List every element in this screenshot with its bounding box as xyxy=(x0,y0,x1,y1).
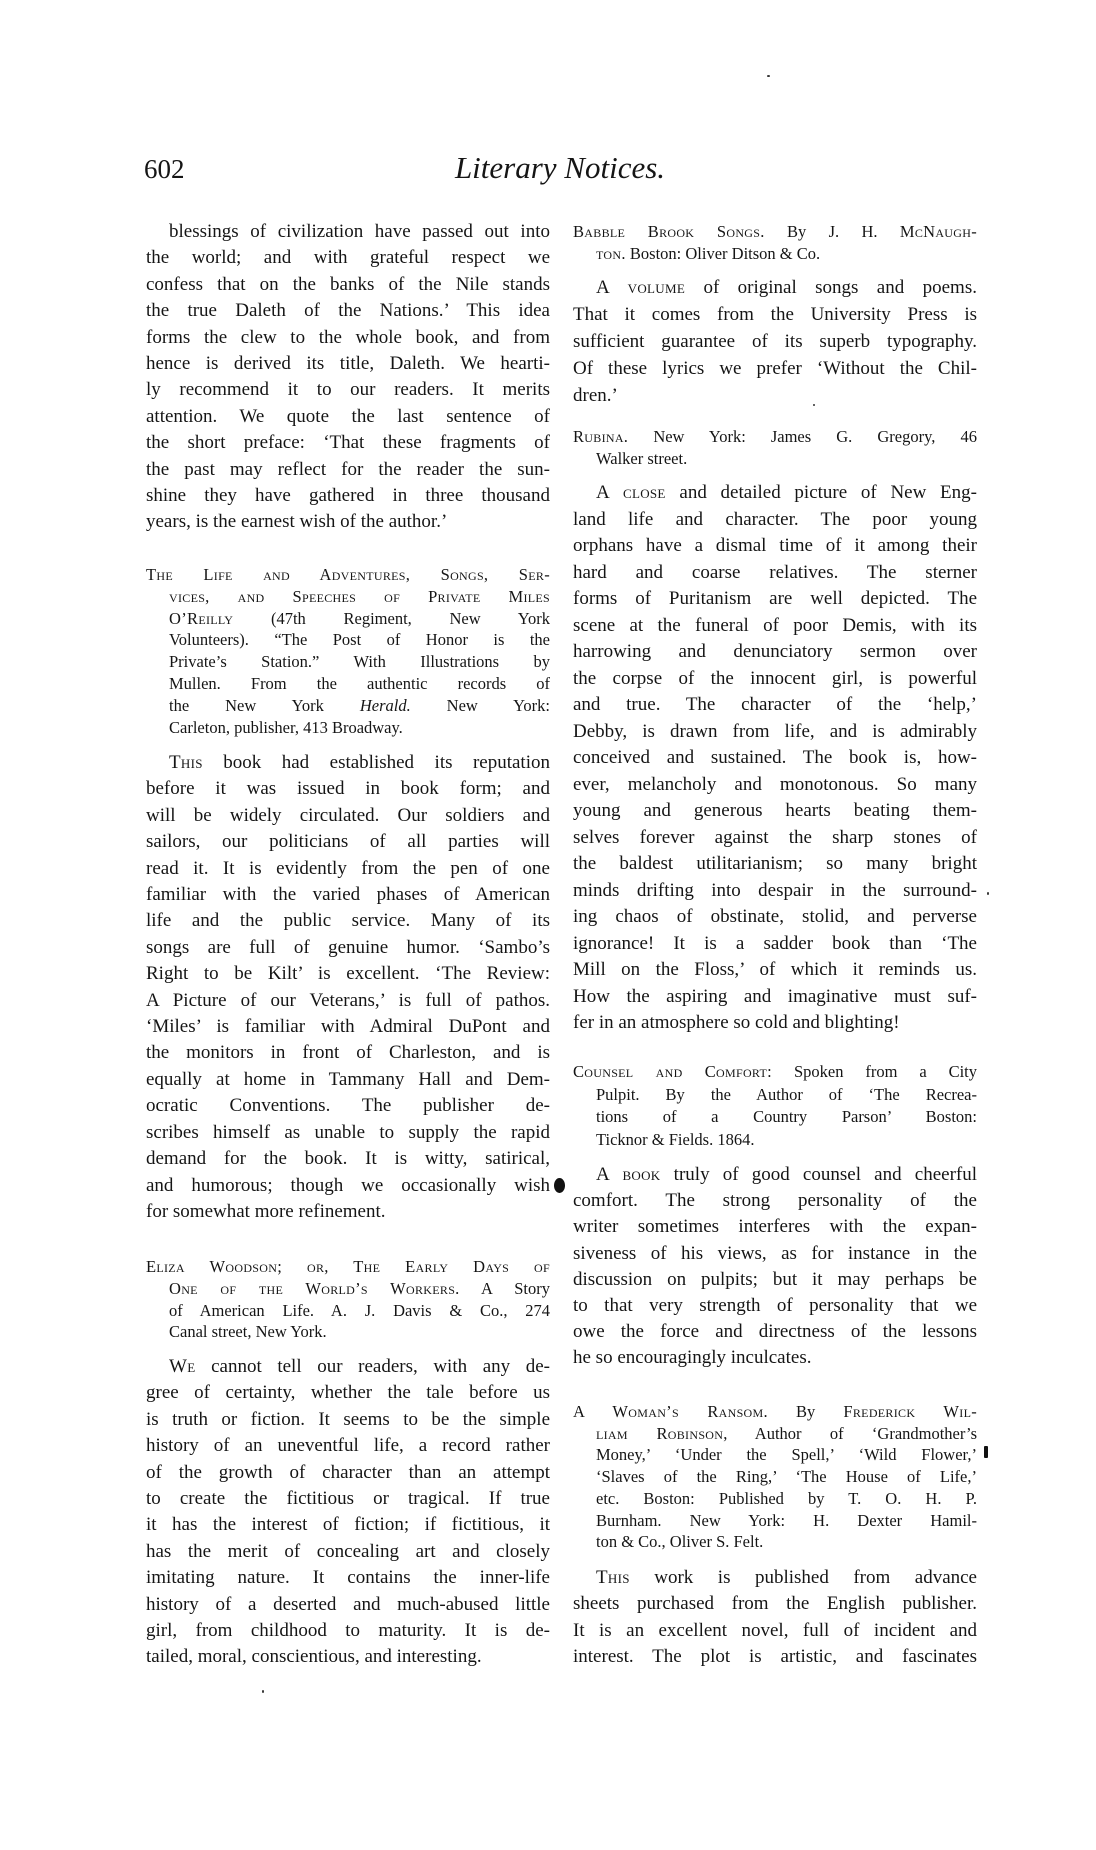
text-segment: Walker street. xyxy=(596,448,688,468)
text-line xyxy=(146,1539,550,1565)
text-line xyxy=(146,325,550,351)
text-segment: Burnham. New York: H. Dexter Hamil- xyxy=(596,1510,977,1530)
text-segment: ton. xyxy=(596,243,626,263)
text-line xyxy=(146,509,550,535)
review-paragraph-counsel-and-comfort xyxy=(573,1162,977,1372)
text-line xyxy=(146,1014,550,1040)
text-line xyxy=(146,219,550,245)
text-segment: for somewhat more refinement. xyxy=(146,1200,386,1222)
text-line xyxy=(146,608,550,630)
text-line xyxy=(146,404,550,430)
text-line xyxy=(573,221,977,243)
text-line xyxy=(573,1319,977,1345)
text-segment: This xyxy=(596,1567,630,1588)
text-line xyxy=(573,1591,977,1617)
text-line xyxy=(146,935,550,961)
text-line xyxy=(573,533,977,560)
text-segment: A volume xyxy=(596,277,686,298)
text-segment: sailors, our politicians of all parties will xyxy=(146,831,550,853)
text-line xyxy=(573,1466,977,1488)
text-segment: the New York xyxy=(169,695,360,715)
book-heading-counsel-and-comfort xyxy=(573,1061,977,1152)
text-segment: harrowing and denunciatory sermon over xyxy=(573,641,977,662)
text-segment: and detailed picture of New Eng- xyxy=(665,482,977,503)
text-line xyxy=(573,1444,977,1466)
text-segment: imitating nature. It contains the inner-life xyxy=(146,1567,550,1589)
text-line xyxy=(146,1460,550,1486)
text-segment: blessings of civilization have passed out into xyxy=(169,221,550,242)
text-line xyxy=(146,673,550,695)
text-line xyxy=(573,1644,977,1670)
text-segment: ing chaos of obstinate, stolid, and perverse xyxy=(573,906,977,927)
scan-speck xyxy=(262,1690,264,1693)
text-line xyxy=(573,639,977,666)
review-paragraph-rubina xyxy=(573,480,977,1037)
text-line xyxy=(573,1565,977,1591)
text-line xyxy=(146,803,550,829)
text-segment: read it. It is evidently from the pen of one xyxy=(146,857,550,879)
text-segment: O’Reilly xyxy=(169,608,234,628)
text-line xyxy=(573,772,977,799)
text-line xyxy=(573,1488,977,1510)
text-segment: A Story xyxy=(459,1278,550,1298)
text-segment: sheets purchased from the English publisher. xyxy=(573,1593,977,1615)
text-line xyxy=(146,1407,550,1433)
text-line xyxy=(146,988,550,1014)
text-segment: book had established its reputation xyxy=(202,752,550,773)
text-line xyxy=(573,274,977,301)
text-segment: Spoken from a City xyxy=(772,1062,978,1081)
text-segment: young and generous hearts beating them- xyxy=(573,800,977,821)
text-segment: Rubina. xyxy=(573,427,629,446)
text-segment: girl, from childhood to maturity. It is de- xyxy=(146,1620,550,1642)
text-segment: One of the World’s Workers. xyxy=(169,1278,460,1298)
text-segment: Private’s Station.” With Illustrations by xyxy=(169,652,550,672)
text-line xyxy=(573,1531,977,1553)
text-line xyxy=(573,382,977,409)
text-segment: Frederick Wil- xyxy=(843,1402,977,1421)
text-line xyxy=(146,1354,550,1380)
text-line xyxy=(146,1512,550,1538)
text-segment: Money,’ ‘Under the Spell,’ ‘Wild Flower,’ xyxy=(596,1445,977,1465)
text-segment: That it comes from the University Press is xyxy=(573,304,977,325)
text-line xyxy=(573,426,977,448)
text-segment: years, is the earnest wish of the author.’ xyxy=(146,511,448,533)
text-segment: interest. The plot is artistic, and fascinates xyxy=(573,1645,977,1667)
text-line xyxy=(146,750,550,776)
ink-blot xyxy=(554,1178,565,1193)
text-line xyxy=(573,507,977,534)
text-line xyxy=(573,1423,977,1445)
text-segment: Carleton, publisher, 413 Broadway. xyxy=(169,717,403,737)
text-segment: gree of certainty, whether the tale before us xyxy=(146,1382,550,1404)
text-segment: forms of Puritanism are well depicted. The xyxy=(573,588,977,609)
text-segment: A book xyxy=(596,1164,661,1185)
text-line xyxy=(146,776,550,802)
text-line xyxy=(573,1061,977,1084)
text-segment: the past may reflect for the reader the sun- xyxy=(146,458,550,480)
text-segment: The Life and Adventures, Songs, Ser- xyxy=(146,565,550,584)
text-segment: Canal street, New York. xyxy=(169,1322,327,1342)
text-segment: Babble Brook Songs. xyxy=(573,222,765,241)
text-line xyxy=(573,719,977,746)
text-segment: tailed, moral, conscientious, and interesting. xyxy=(146,1646,482,1668)
page-number: 602 xyxy=(144,154,185,184)
text-segment: hard and coarse relatives. The sterner xyxy=(573,561,977,583)
text-segment: owe the force and directness of the lessons xyxy=(573,1321,977,1343)
book-heading-rubina xyxy=(573,426,977,470)
text-line xyxy=(146,586,550,608)
text-line xyxy=(573,957,977,984)
text-line xyxy=(146,856,550,882)
text-segment: ignorance! It is a sadder book than ‘The xyxy=(573,932,977,954)
text-segment: comfort. The strong personality of the xyxy=(573,1190,977,1212)
text-line xyxy=(146,1433,550,1459)
text-segment: history of an uneventful life, a record rather xyxy=(146,1435,550,1457)
text-segment: work is published from advance xyxy=(629,1567,977,1588)
text-segment: A Picture of our Veterans,’ is full of pathos. xyxy=(146,989,550,1011)
text-line xyxy=(146,1380,550,1406)
text-segment: ‘Slaves of the Ring,’ ‘The House of Life,’ xyxy=(596,1467,977,1487)
text-segment: hence is derived its title, Daleth. We hearti- xyxy=(146,353,550,375)
text-line xyxy=(146,377,550,403)
text-segment: Of these lyrics we prefer ‘Without the Chil- xyxy=(573,358,977,379)
text-segment: How the aspiring and imaginative must suf- xyxy=(573,985,977,1007)
text-line xyxy=(146,829,550,855)
text-segment: attention. We quote the last sentence of xyxy=(146,405,550,427)
text-segment: life and the public service. Many of its xyxy=(146,910,550,932)
text-segment: has the merit of concealing art and closely xyxy=(146,1540,550,1562)
text-line xyxy=(573,692,977,719)
text-line xyxy=(573,328,977,355)
text-line xyxy=(573,1129,977,1152)
scan-speck xyxy=(813,404,815,406)
text-segment: is truth or fiction. It seems to be the simple xyxy=(146,1408,550,1430)
text-segment: the monitors in front of Charleston, and is xyxy=(146,1042,550,1064)
text-line xyxy=(573,1106,977,1129)
text-segment: ly recommend it to our readers. It merits xyxy=(146,379,550,401)
text-line xyxy=(573,613,977,640)
book-heading-babble-brook-songs xyxy=(573,221,977,265)
text-segment: (47th Regiment, New York xyxy=(233,608,550,628)
text-segment: ‘Miles’ is familiar with Admiral DuPont and xyxy=(146,1016,550,1038)
text-segment: and true. The character of the ‘help,’ xyxy=(573,694,977,715)
text-line xyxy=(573,243,977,265)
text-line xyxy=(146,1486,550,1512)
review-paragraph-eliza-woodson xyxy=(146,1354,550,1671)
text-line xyxy=(146,1040,550,1066)
review-paragraph-miles-oreilly xyxy=(146,750,550,1225)
text-line xyxy=(573,851,977,878)
text-segment: orphans have a dismal time of it among their xyxy=(573,535,977,556)
text-line xyxy=(573,1293,977,1319)
text-line xyxy=(573,984,977,1011)
text-segment: Boston: Oliver Ditson & Co. xyxy=(625,243,821,263)
text-line xyxy=(146,1256,550,1278)
text-segment: it has the interest of fiction; if fictitious, it xyxy=(146,1514,550,1536)
text-segment: Volunteers). “The Post of Honor is the xyxy=(169,630,550,650)
text-segment: Herald. xyxy=(359,695,411,715)
text-line xyxy=(573,1345,977,1371)
text-line xyxy=(146,430,550,456)
review-paragraph-babble-brook-songs xyxy=(573,274,977,409)
text-line xyxy=(146,1146,550,1172)
text-line xyxy=(573,666,977,693)
text-segment: By xyxy=(767,1402,844,1421)
text-line xyxy=(146,717,550,739)
text-segment: ever, melancholy and monotonous. So many xyxy=(573,773,977,795)
text-segment: Ticknor & Fields. 1864. xyxy=(596,1130,755,1150)
text-line xyxy=(146,272,550,298)
text-segment: the short preface: ‘That these fragments of xyxy=(146,432,550,454)
text-segment: discussion on pulpits; but it may perhaps be xyxy=(573,1268,977,1290)
text-line xyxy=(146,1565,550,1591)
text-segment: tions of a Country Parson’ Boston: xyxy=(596,1107,977,1127)
text-segment: forms the clew to the whole book, and from xyxy=(146,326,550,348)
text-line xyxy=(146,351,550,377)
book-heading-womans-ransom xyxy=(573,1401,977,1553)
text-line xyxy=(573,301,977,328)
text-segment: before it was issued in book form; and xyxy=(146,778,550,800)
text-segment: of American Life. A. J. Davis & Co., 274 xyxy=(169,1300,550,1320)
text-segment: McNaugh- xyxy=(899,222,977,241)
text-segment: confess that on the banks of the Nile stands xyxy=(146,273,550,295)
text-line xyxy=(146,1173,550,1199)
text-segment: he so encouragingly inculcates. xyxy=(573,1347,812,1369)
text-segment: the corpse of the innocent girl, is powerful xyxy=(573,667,977,689)
text-segment: Pulpit. By the Author of ‘The Recrea- xyxy=(596,1084,977,1104)
text-segment: truly of good counsel and cheerful xyxy=(660,1164,978,1185)
text-line xyxy=(146,651,550,673)
text-line xyxy=(146,695,550,717)
text-line xyxy=(146,908,550,934)
text-segment: New York: James G. Gregory, 46 xyxy=(628,427,977,446)
text-line xyxy=(573,745,977,772)
text-segment: the baldest utilitarianism; so many bright xyxy=(573,853,977,874)
running-title: Literary Notices. xyxy=(454,150,666,185)
text-segment: A Woman’s Ransom. xyxy=(573,1402,768,1421)
text-segment: scribes himself as unable to supply the rapid xyxy=(146,1121,550,1143)
text-line xyxy=(146,298,550,324)
text-segment: ton & Co., Oliver S. Felt. xyxy=(596,1532,764,1552)
text-segment: liam Robinson xyxy=(596,1423,724,1443)
text-line xyxy=(146,1618,550,1644)
review-paragraph-womans-ransom xyxy=(573,1565,977,1670)
text-segment: Eliza Woodson; or, The Early Days of xyxy=(146,1257,550,1276)
text-line xyxy=(573,1618,977,1644)
text-segment: By J. H. xyxy=(764,222,900,241)
text-line xyxy=(573,586,977,613)
text-line xyxy=(146,1644,550,1670)
text-segment: the true Daleth of the Nations.’ This idea xyxy=(146,300,550,322)
scan-speck xyxy=(767,75,770,77)
text-segment: writer sometimes interferes with the expan- xyxy=(573,1216,977,1238)
text-segment: the world; and with grateful respect we xyxy=(146,247,550,269)
text-line xyxy=(146,457,550,483)
scan-speck xyxy=(987,892,989,895)
text-line xyxy=(573,904,977,931)
text-line xyxy=(573,1084,977,1107)
text-line xyxy=(146,1199,550,1225)
text-line xyxy=(573,931,977,958)
text-line xyxy=(573,1214,977,1240)
text-segment: to create the fictitious or tragical. If true xyxy=(146,1488,550,1510)
text-line xyxy=(146,882,550,908)
text-line xyxy=(573,1267,977,1293)
text-line xyxy=(146,1067,550,1093)
text-segment: Counsel and Comfort: xyxy=(573,1062,773,1081)
text-segment: fer in an atmosphere so cold and blighting! xyxy=(573,1012,900,1033)
text-segment: New York: xyxy=(410,695,550,715)
text-segment: of the growth of character than an attempt xyxy=(146,1461,550,1483)
text-segment: land life and character. The poor young xyxy=(573,508,977,530)
text-line xyxy=(573,798,977,825)
text-line xyxy=(573,480,977,507)
text-line xyxy=(146,961,550,987)
text-line xyxy=(573,1510,977,1532)
text-segment: and humorous; though we occasionally wish xyxy=(146,1174,550,1196)
text-line xyxy=(146,1120,550,1146)
text-line xyxy=(573,1241,977,1267)
book-heading-miles-oreilly xyxy=(146,564,550,738)
text-segment: Mullen. From the authentic records of xyxy=(169,673,550,693)
text-line xyxy=(146,1592,550,1618)
text-segment: equally at home in Tammany Hall and Dem- xyxy=(146,1068,550,1090)
text-segment: history of a deserted and much-abused little xyxy=(146,1593,550,1615)
text-line xyxy=(146,1321,550,1343)
text-segment: selves forever against the sharp stones of xyxy=(573,826,977,848)
review-paragraph-daleth xyxy=(146,219,550,536)
text-line xyxy=(573,1401,977,1423)
text-line xyxy=(573,448,977,470)
text-segment: demand for the book. It is witty, satirical, xyxy=(146,1148,550,1170)
text-segment: etc. Boston: Published by T. O. H. P. xyxy=(596,1488,977,1508)
text-segment: Mill on the Floss,’ of which it reminds us. xyxy=(573,959,977,980)
text-segment: familiar with the varied phases of American xyxy=(146,884,550,906)
text-segment: dren.’ xyxy=(573,385,618,406)
text-segment: We xyxy=(169,1356,196,1377)
text-segment: scene at the funeral of poor Demis, with its xyxy=(573,614,977,636)
text-line xyxy=(146,564,550,586)
text-segment: to that very strength of personality that we xyxy=(573,1295,977,1317)
text-line xyxy=(146,1278,550,1300)
text-segment: , Author of ‘Grandmother’s xyxy=(723,1423,977,1443)
text-segment: conceived and sustained. The book is, how- xyxy=(573,747,977,768)
text-line xyxy=(573,1188,977,1214)
text-line xyxy=(146,629,550,651)
text-segment: of original songs and poems. xyxy=(685,277,977,298)
text-line xyxy=(573,825,977,852)
text-segment: ocratic Conventions. The publisher de- xyxy=(146,1095,550,1117)
text-line xyxy=(573,560,977,587)
text-segment: It is an excellent novel, full of incident and xyxy=(573,1619,977,1641)
ink-mark xyxy=(984,1446,988,1458)
text-line xyxy=(146,1300,550,1322)
text-segment: sufficient guarantee of its superb typography. xyxy=(573,331,977,352)
text-segment: minds drifting into despair in the surround- xyxy=(573,879,977,901)
text-segment: Right to be Kilt’ is excellent. ‘The Review: xyxy=(146,963,550,985)
text-segment: A close xyxy=(596,482,666,503)
text-line xyxy=(146,245,550,271)
text-line xyxy=(573,1010,977,1037)
text-segment: shine they have gathered in three thousand xyxy=(146,485,550,507)
text-line xyxy=(573,1162,977,1188)
text-line xyxy=(146,483,550,509)
text-segment: cannot tell our readers, with any de- xyxy=(195,1356,550,1377)
text-segment: songs are full of genuine humor. ‘Sambo’s xyxy=(146,936,550,958)
text-segment: siveness of his views, as for instance in the xyxy=(573,1242,977,1264)
text-line xyxy=(146,1093,550,1119)
text-segment: will be widely circulated. Our soldiers and xyxy=(146,804,550,826)
text-line xyxy=(573,878,977,905)
text-segment: vices, and Speeches of Private Miles xyxy=(169,586,550,606)
text-segment: Debby, is drawn from life, and is admirably xyxy=(573,720,977,742)
book-heading-eliza-woodson xyxy=(146,1256,550,1343)
text-segment: This xyxy=(169,752,203,773)
text-line xyxy=(573,355,977,382)
